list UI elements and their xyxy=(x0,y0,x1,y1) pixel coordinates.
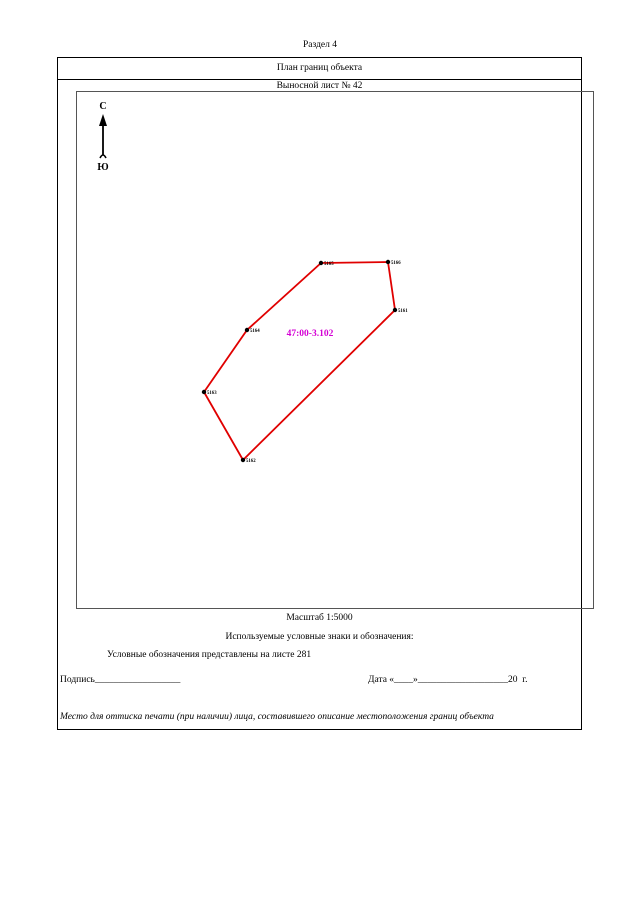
point-label-5164: 5164 xyxy=(250,329,260,334)
stamp-note: Место для оттиска печати (при наличии) лица, составившего описание местоположения границ объекта xyxy=(60,712,494,722)
legend-note: Условные обозначения представлены на листе 281 xyxy=(107,650,312,660)
south-label: Ю xyxy=(97,162,109,173)
date-field: Дата «____»___________________20 г. xyxy=(368,675,528,685)
point-label-5161: 5161 xyxy=(398,309,408,314)
point-label-5162: 5162 xyxy=(246,459,256,464)
map-area xyxy=(76,91,594,609)
vertex-5165 xyxy=(319,261,323,265)
vertex-5162 xyxy=(241,458,245,462)
plan-title: План границ объекта xyxy=(276,63,363,73)
vertex-5161 xyxy=(393,308,397,312)
vertex-5163 xyxy=(202,390,206,394)
parcel-boundary xyxy=(204,262,395,460)
map-drawing xyxy=(76,91,594,609)
section-title: Раздел 4 xyxy=(303,40,337,50)
parcel-label: 47:00-3.102 xyxy=(286,329,334,339)
scale-text: Масштаб 1:5000 xyxy=(286,613,353,623)
legend-title: Используемые условные знаки и обозначения: xyxy=(225,632,414,642)
signature-field: Подпись__________________ xyxy=(60,675,181,685)
north-arrow-icon xyxy=(99,114,107,158)
title-divider xyxy=(57,79,582,80)
vertex-5164 xyxy=(245,328,249,332)
north-label: С xyxy=(99,101,107,112)
point-label-5166: 5166 xyxy=(391,261,401,266)
point-label-5163: 5163 xyxy=(207,391,217,396)
point-label-5165: 5165 xyxy=(324,262,334,267)
sheet-title: Выносной лист № 42 xyxy=(276,81,363,91)
vertex-5166 xyxy=(386,260,390,264)
